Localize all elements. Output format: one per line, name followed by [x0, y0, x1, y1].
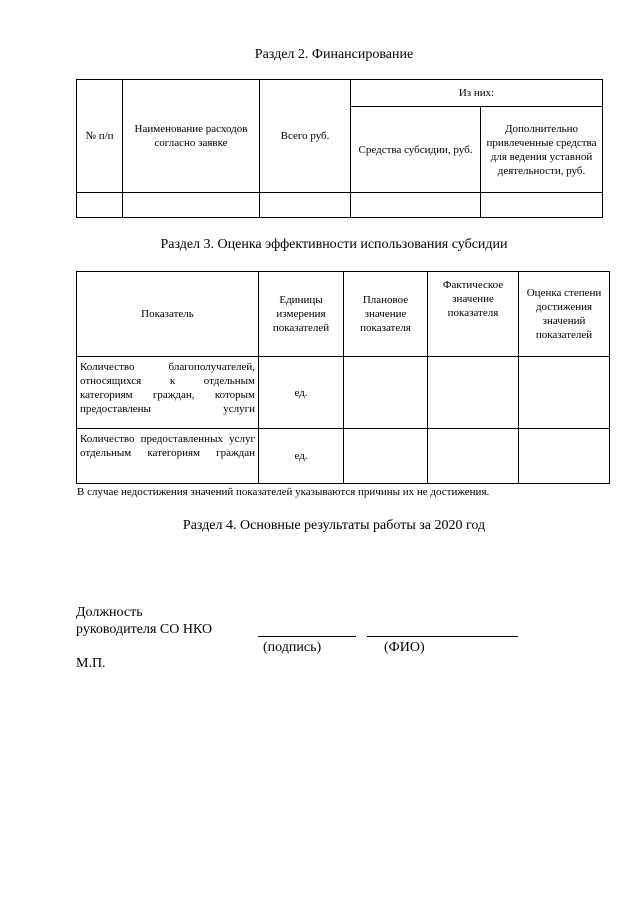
table-row: [77, 193, 603, 218]
section4-title: Раздел 4. Основные результаты работы за 2020 год: [182, 518, 486, 533]
header-of-which: Из них:: [351, 80, 603, 107]
underachievement-note: В случае недостижения значений показателей указываются причины их не достижения.: [77, 486, 490, 498]
header-additional: Дополнительно привлеченные средства для ведения уставной деятельности, руб.: [481, 107, 603, 193]
stamp-label: М.П.: [76, 656, 106, 671]
table-row: [77, 429, 610, 484]
table-row: [77, 357, 610, 429]
header-total: Всего руб.: [260, 80, 351, 193]
header-indicator: Показатель: [77, 272, 259, 357]
header-unit: Единицы измерения показателей: [259, 272, 344, 357]
table-cell[interactable]: [77, 193, 123, 218]
indicator-cell: Количество благополучателей, относящихся к отдельным категориям граждан, которым предоставлены услуги: [77, 357, 259, 429]
actual-cell[interactable]: [428, 357, 519, 429]
table-cell[interactable]: [260, 193, 351, 218]
unit-cell: ед.: [259, 429, 344, 484]
efficiency-table: [76, 271, 610, 484]
assessment-cell[interactable]: [519, 357, 610, 429]
fio-caption: (ФИО): [384, 640, 425, 655]
indicator-cell: Количество предоставленных услуг отдельным категориям граждан: [77, 429, 259, 484]
table-cell[interactable]: [351, 193, 481, 218]
header-planned: Плановое значение показателя: [344, 272, 428, 357]
section3-title: Раздел 3. Оценка эффективности использования субсидии: [160, 237, 508, 252]
planned-cell[interactable]: [344, 429, 428, 484]
planned-cell[interactable]: [344, 357, 428, 429]
table-cell[interactable]: [123, 193, 260, 218]
actual-cell[interactable]: [428, 429, 519, 484]
header-subsidy: Средства субсидии, руб.: [351, 107, 481, 193]
header-actual: Фактическое значение показателя: [428, 272, 519, 357]
section2-title: Раздел 2. Финансирование: [254, 47, 414, 62]
signature-caption: (подпись): [263, 640, 322, 655]
position-label-line1: Должность: [76, 605, 143, 620]
fio-line[interactable]: [367, 636, 518, 637]
position-label-line2: руководителя СО НКО: [76, 622, 213, 637]
header-assessment: Оценка степени достижения значений показателей: [519, 272, 610, 357]
unit-cell: ед.: [259, 357, 344, 429]
header-num: № п/п: [77, 80, 123, 193]
financing-table: [76, 79, 603, 218]
table-cell[interactable]: [481, 193, 603, 218]
signature-line[interactable]: [258, 636, 356, 637]
header-name: Наименование расходов согласно заявке: [123, 80, 260, 193]
assessment-cell[interactable]: [519, 429, 610, 484]
